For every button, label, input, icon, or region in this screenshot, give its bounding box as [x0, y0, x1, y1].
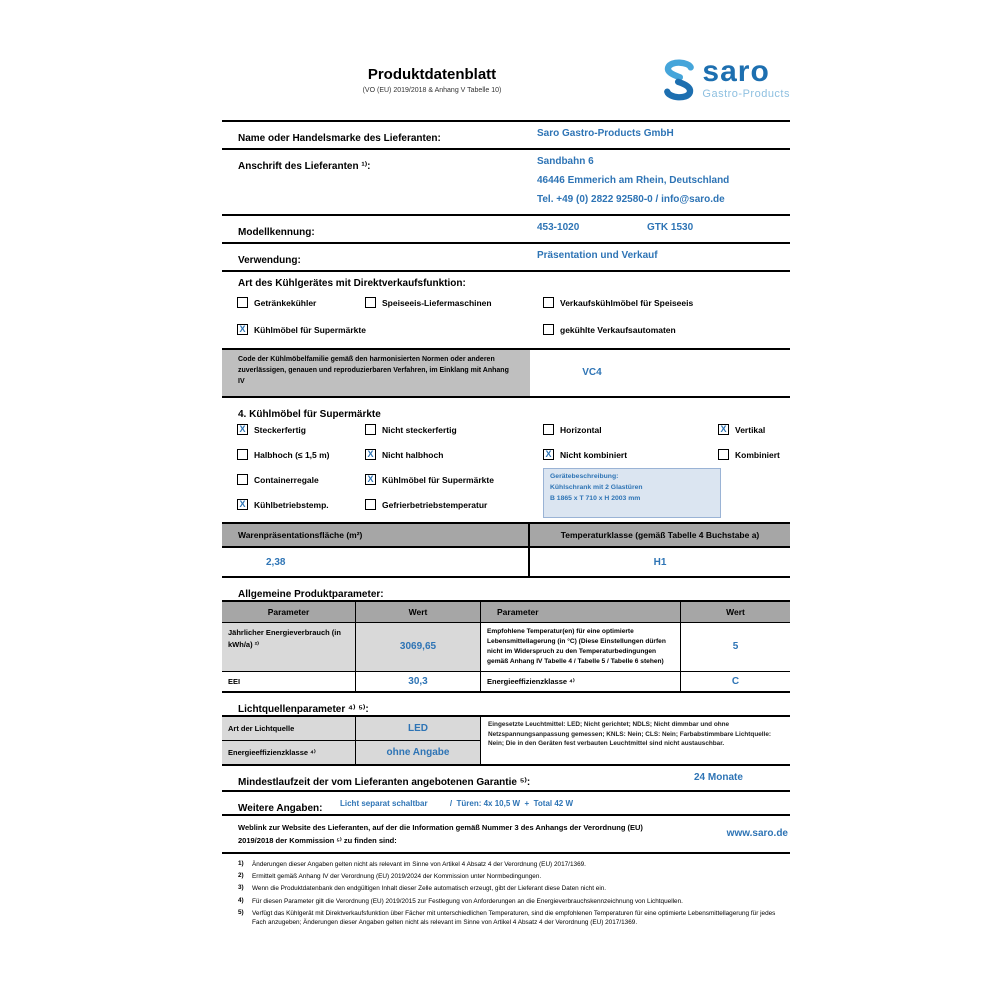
checkbox-label: Verkaufskühlmöbel für Speiseeis [560, 297, 694, 308]
row-additional-info [222, 790, 790, 814]
model-label: Modellkennung: [238, 227, 315, 238]
type-option [543, 297, 693, 308]
checkbox[interactable] [365, 297, 376, 308]
device-description-line: Kühlschrank mit 2 Glastüren [550, 483, 643, 491]
footnote-text: Verfügt das Kühlgerät mit Direktverkaufsfunktion über Fächer mit unterschiedlichen Temperaturen, sind die empfohlenen Temperaturen für eine optimierte Lebensmittellagerung für jedes Fach anzugeben; Änderungen dieser Angaben gelten nicht als relevant im Sinne von Artikel 4 Absatz 4 der Verordnung (EU) 2017/1369. [252, 909, 776, 927]
page-subtitle: (VO (EU) 2019/2018 & Anhang V Tabelle 10) [362, 87, 502, 94]
light-energy-class-value: ohne Angabe [386, 747, 450, 759]
grid-option [365, 424, 457, 435]
additional-info-label: Weitere Angaben: [238, 803, 323, 815]
presentation-area-value: 2,38 [266, 556, 286, 568]
table-row [222, 717, 480, 740]
checkbox[interactable]: X [365, 474, 376, 485]
light-type-value: LED [408, 723, 428, 735]
footnote [238, 909, 786, 928]
logo-text [702, 55, 790, 100]
grid-option [237, 474, 319, 485]
supplier-name-value: Saro Gastro-Products GmbH [537, 128, 674, 139]
table-header-row [222, 602, 790, 622]
footnote-marker: 1) [238, 860, 244, 868]
presentation-area-cell [222, 548, 530, 576]
light-params-note: Eingesetzte Leuchtmittel: LED; Nicht gerichtet; NDLS; Nicht dimmbar und ohne Netzspannungsanpassung gemessen; KNLS: Nein; CLS: Nein; Farbabstimmbare Lichtquelle: Nein; Die in den Geräten fest verbauten Leuchtmittel sind nicht austauschbar. [480, 717, 790, 764]
row-use [222, 242, 790, 270]
footnote [238, 872, 786, 882]
param-recommended-temp-value: 5 [732, 641, 739, 653]
temperature-class-header: Temperaturklasse (gemäß Tabelle 4 Buchstabe a) [530, 524, 790, 546]
type-option [543, 324, 676, 335]
saro-logo-icon [661, 58, 697, 102]
product-datasheet [222, 56, 790, 930]
footnote-marker: 5) [238, 908, 244, 916]
type-option [237, 324, 366, 335]
general-parameters-table [222, 600, 790, 691]
checkbox[interactable] [543, 297, 554, 308]
row-supplier-address [222, 148, 790, 214]
grid-option [718, 424, 765, 435]
checkbox[interactable] [543, 424, 554, 435]
grid-option [237, 499, 329, 510]
checkbox[interactable] [237, 474, 248, 485]
model-name: GTK 1530 [647, 222, 694, 233]
checkbox[interactable]: X [237, 499, 248, 510]
device-description-box [543, 468, 721, 518]
grid-option [718, 449, 780, 460]
checkbox[interactable] [365, 499, 376, 510]
row-general-params-title [222, 576, 790, 600]
checkbox[interactable]: X [237, 324, 248, 335]
guarantee-value: 24 Monate [694, 772, 743, 784]
device-description-line: Gerätebeschreibung: [550, 473, 619, 480]
light-energy-class-cell [355, 741, 480, 764]
param-energy-class-value: C [731, 675, 740, 687]
param-annual-energy-label: Jährlicher Energieverbrauch (in kWh/a) ²⁾ [222, 623, 355, 671]
light-energy-class-label: Energieeffizienzklasse ⁴⁾ [222, 741, 355, 764]
checkbox[interactable] [237, 297, 248, 308]
family-code-label: Code der Kühlmöbelfamilie gemäß den harmonisierten Normen oder anderen zuverlässigen, genauen und reproduzierbaren Verfahren, im Einklang mit Anhang IV [222, 350, 530, 396]
grid-option [365, 499, 487, 510]
saro-logo [661, 55, 790, 102]
checkbox-label: Nicht steckerfertig [382, 424, 457, 435]
checkbox-label: Vertikal [735, 424, 766, 435]
table-row [222, 671, 790, 692]
footnote-marker: 4) [238, 896, 244, 904]
checkbox[interactable]: X [543, 449, 554, 460]
general-params-title: Allgemeine Produktparameter: [238, 589, 384, 600]
address-line: Tel. +49 (0) 2822 92580-0 / info@saro.de [537, 194, 725, 205]
type-option [365, 297, 492, 308]
checkbox[interactable] [543, 324, 554, 335]
checkbox-label: gekühlte Verkaufsautomaten [560, 324, 676, 335]
grid-option [365, 474, 494, 485]
param-recommended-temp-label: Empfohlene Temperatur(en) für eine optimierte Lebensmittellagerung (in °C) (Diese Einstellungen dürfen nicht im Widerspruch zu den Temperaturbedingungen gemäß Anhang IV Tabelle 4 / Tabelle 5 / Tabelle 6 stehen) [480, 623, 680, 671]
use-label: Verwendung: [238, 255, 301, 266]
checkbox-label: Gefrierbetriebstemperatur [382, 499, 488, 510]
footnote [238, 860, 786, 870]
column-header: Parameter [222, 602, 355, 622]
grid-option [237, 424, 306, 435]
column-header: Wert [355, 602, 480, 622]
grid-option [543, 449, 627, 460]
checkbox[interactable] [718, 449, 729, 460]
weblink-label: Weblink zur Website des Lieferanten, auf der die Information gemäß Nummer 3 des Anhangs der Verordnung (EU) 2019/2018 der Kommission ⁵⁾ zu finden sind: [238, 823, 643, 845]
param-annual-energy-value: 3069,65 [399, 641, 437, 653]
footnote [238, 884, 786, 894]
light-type-cell [355, 717, 480, 740]
guarantee-label: Mindestlaufzeit der vom Lieferanten angebotenen Garantie ⁵⁾: [238, 777, 531, 789]
checkbox[interactable] [237, 449, 248, 460]
datasheet-header [222, 56, 790, 120]
table-row [222, 740, 480, 764]
checkbox[interactable]: X [718, 424, 729, 435]
checkbox-label: Kühlmöbel für Supermärkte [254, 324, 366, 335]
logo-tagline: Gastro-Products [702, 87, 790, 100]
row-family-code [222, 348, 790, 396]
footnote-text: Für diesen Parameter gilt die Verordnung (EU) 2019/2015 zur Festlegung von Anforderungen an die Energieverbrauchskennzeichnung von Lichtquellen. [252, 897, 683, 905]
appliance-type-label: Art des Kühlgerätes mit Direktverkaufsfunktion: [238, 278, 466, 289]
page-title: Produktdatenblatt [367, 66, 497, 83]
row-presentation-header [222, 522, 790, 546]
checkbox-label: Speiseeis-Liefermaschinen [382, 297, 492, 308]
type-option [237, 297, 316, 308]
address-line: Sandbahn 6 [537, 156, 594, 167]
footnote-text: Ermittelt gemäß Anhang IV der Verordnung (EU) 2019/2024 der Kommission unter Normbedingungen. [252, 873, 542, 881]
checkbox-label: Kühlmöbel für Supermärkte [382, 474, 494, 485]
checkbox-label: Nicht halbhoch [382, 449, 444, 460]
checkbox-label: Getränkekühler [254, 297, 317, 308]
checkbox-label: Horizontal [560, 424, 602, 435]
checkbox[interactable]: X [237, 424, 248, 435]
row-presentation-values [222, 546, 790, 576]
checkbox-label: Steckerfertig [254, 424, 306, 435]
row-weblink [222, 814, 790, 852]
checkbox-label: Halbhoch (≤ 1,5 m) [254, 449, 330, 460]
footnote-marker: 2) [238, 872, 244, 880]
param-energy-class-label: Energieeffizienzklasse ⁴⁾ [480, 672, 680, 692]
light-parameters-table [222, 715, 790, 764]
footnote-text: Änderungen dieser Angaben gelten nicht als relevant im Sinne von Artikel 4 Absatz 4 der Verordnung (EU) 2017/1369. [252, 861, 586, 869]
grid-option [237, 449, 330, 460]
param-annual-energy-cell [355, 623, 480, 671]
checkbox-label: Nicht kombiniert [560, 449, 628, 460]
checkbox[interactable] [365, 424, 376, 435]
column-header: Parameter [480, 602, 680, 622]
table-row [222, 622, 790, 671]
row-light-params-title [222, 691, 790, 715]
title-block [222, 66, 642, 94]
row-supplier-name [222, 120, 790, 148]
checkbox-label: Containerregale [254, 474, 319, 485]
footnotes [222, 852, 790, 928]
row-guarantee [222, 764, 790, 790]
param-eei-cell [355, 672, 480, 692]
device-description-line: B 1865 x T 710 x H 2003 mm [550, 494, 641, 502]
grid-option [365, 449, 443, 460]
family-code-value: VC4 [582, 367, 602, 378]
param-eei-label: EEI [228, 676, 241, 686]
footnote [238, 897, 786, 907]
light-params-title: Lichtquellenparameter ⁴⁾ ⁵⁾: [238, 704, 369, 716]
section4-title: 4. Kühlmöbel für Supermärkte [238, 409, 381, 420]
row-section4-title [222, 396, 790, 418]
supplier-address-lines [537, 156, 729, 213]
weblink-url[interactable]: www.saro.de [726, 828, 788, 840]
grid-option [543, 424, 602, 435]
presentation-area-header: Warenpräsentationsfläche (m²) [222, 524, 530, 546]
light-type-label: Art der Lichtquelle [222, 717, 355, 740]
use-value: Präsentation und Verkauf [537, 250, 658, 261]
supplier-name-label: Name oder Handelsmarke des Lieferanten: [238, 133, 441, 144]
footnote-text: Wenn die Produktdatenbank den endgültigen Inhalt dieser Zelle automatisch erzeugt, gibt der Lieferant diese Daten nicht ein. [252, 885, 607, 893]
address-line: 46446 Emmerich am Rhein, Deutschland [537, 175, 730, 186]
checkbox-label: Kombiniert [735, 449, 780, 460]
param-eei-value: 30,3 [408, 675, 428, 687]
section4-checkbox-grid [222, 418, 790, 522]
temperature-class-cell [530, 548, 790, 576]
checkbox-label: Kühlbetriebstemp. [254, 499, 329, 510]
checkbox[interactable]: X [365, 449, 376, 460]
param-recommended-temp-cell [680, 623, 790, 671]
row-model-id [222, 214, 790, 242]
light-params-left [222, 717, 480, 764]
temperature-class-value: H1 [653, 556, 667, 568]
footnote-marker: 3) [238, 884, 244, 892]
additional-info-value: Licht separat schaltbar / Türen: 4x 10,5 W + Total 42 W [340, 799, 574, 809]
column-header: Wert [680, 602, 790, 622]
supplier-address-label: Anschrift des Lieferanten ¹⁾: [238, 161, 371, 172]
model-number: 453-1020 [537, 222, 580, 233]
row-appliance-type [222, 270, 790, 348]
logo-wordmark: saro [702, 55, 770, 88]
param-energy-class-cell [680, 672, 790, 692]
